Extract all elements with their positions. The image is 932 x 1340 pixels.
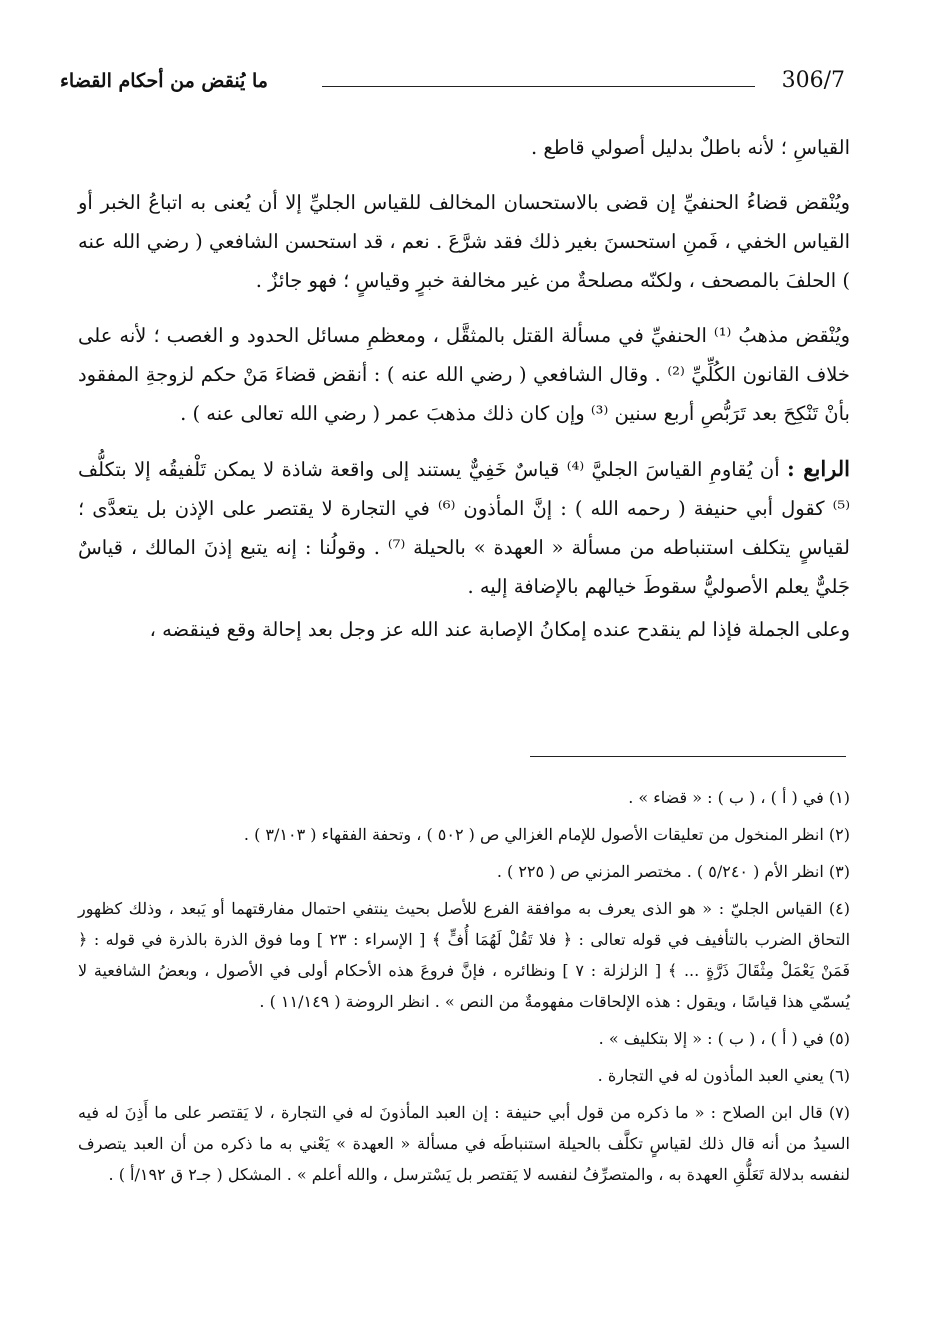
paragraph-4 xyxy=(78,449,850,606)
running-title: ما يُنقض من أحكام القضاء xyxy=(60,70,268,92)
paragraph-2: ويُنْقض قضاءُ الحنفيِّ إن قضى بالاستحسان المخالف للقياس الجليِّ إلا أن يُعنى به اتباعُ الخبر أو القياس الخفي ، فَمنِ استحسنَ بغير ذلك فقد شرَّعَ . نعم ، قد استحسن الشافعي ( رضي الله عنه ) الحلفَ بالمصحف ، ولكنّه مصلحةٌ من غير مخالفة خبرٍ وقياسٍ ؛ فهو جائزٌ . xyxy=(78,191,851,292)
footnote-2: (٢) انظر المنخول من تعليقات الأصول للإمام الغزالي ص ( ٥٠٢ ) ، وتحفة الفقهاء ( ٣/١٠٣ ) . xyxy=(243,825,850,844)
footnote-5: (٥) في ( أ ) ، ( ب ) : « إلا بتكليف » . xyxy=(598,1029,850,1048)
footnote-1: (١) في ( أ ) ، ( ب ) : « قضاء » . xyxy=(628,788,850,807)
header-rule xyxy=(322,86,755,87)
footnote-4: (٤) القياس الجليّ : « هو الذى يعرف به موافقة الفرع للأصل بحيث ينتفي احتمال مفارقتهما أو يَبعد ، وذلك كظهور التحاق الضرب بالتأفيف في قوله تعالى : ﴿ فلا تَقُلْ لَهُمَا أُفٍّ ﴾ [ الإسراء : ٢٣ ] وما فوق الذرة بالذرة في قوله : ﴿ فَمَنْ يَعْمَلْ مِثْقَالَ ذَرَّةٍ ... ﴾ [ الزلزلة : ٧ ] ونظائره ، فإنَّ فروعَ هذه الأحكام أولى في الأصول ، وبعضُ الشافعية لا يُسمّي هذا قياسًا ، ويقول : هذه الإلحاقات مفهومةٌ من النص » . انظر الروضة ( ١١/١٤٩ ) . xyxy=(78,899,851,1011)
paragraph-4-text: أن يُقاومِ القياسَ الجليَّ ⁽⁴⁾ قياسٌ خَفِيٌّ يستند إلى واقعة شاذة لا يمكن تَلْفيقُه إلا بتكلُّف ⁽⁵⁾ كقول أبي حنيفة ( رحمه الله ) : إنَّ المأذون ⁽⁶⁾ في التجارة لا يقتصر على الإذن بل يتعدَّى ؛ لقياسٍ يتكلف استنباطه من مسألة « العهدة » بالحيلة ⁽⁷⁾ . وقولُنا : إنه يتبع إذنَ المالك ، قياسٌ جَليٌّ يعلم الأصوليُّ سقوطَ خيالهم بالإضافة إليه . xyxy=(78,458,850,598)
footnote-7: (٧) قال ابن الصلاح : « ما ذكره من قول أبي حنيفة : إن العبد المأذونَ له في التجارة ، لا يَقتصر على ما أَذِنَ له فيه السيدُ من أنه قال ذلك لقياسٍ تكلَّف بالحيلة استنباطَه في مسألة « العهدة » يَعْني به ما ذكره من أن العبد يتصرف لنفسه بدلالة تَعَلُّقِ العهدة به ، والمتصرِّفُ لنفسه لا يَقتصر بل يَسْترسل ، والله أعلم » . المشكل ( جـ٢ ق ١٩٢/أ ) . xyxy=(78,1103,850,1184)
paragraph-4-lead: الرابع : xyxy=(787,456,850,481)
paragraph-5: وعلى الجملة فإذا لم ينقدح عنده إمكانُ الإصابة عند الله عز وجل بعد إحالة وقع فينقضه ، xyxy=(149,618,850,641)
main-text xyxy=(78,128,850,665)
paragraph-3: ويُنْقض مذهبُ ⁽¹⁾ الحنفيِّ في مسألة القتل بالمثقَّل ، ومعظمِ مسائل الحدود و الغصب ؛ لأنه على خلاف القانون الكُلِّيِّ ⁽²⁾ . وقال الشافعي ( رضي الله عنه ) : أنقض قضاءَ مَنْ حكم لزوجةِ المفقود بأنْ تَنْكِحَ بعد تَرَبُّصِ أربع سنين ⁽³⁾ وإن كان ذلك مذهبَ عمر ( رضي الله تعالى عنه ) . xyxy=(78,324,851,425)
footnotes xyxy=(78,782,850,1196)
page-header xyxy=(60,66,845,106)
page-number: 306/7 xyxy=(781,68,845,93)
paragraph-1: القياسِ ؛ لأنه باطلٌ بدليل أصولي قاطع . xyxy=(531,136,850,159)
footnote-6: (٦) يعني العبد المأذون له في التجارة . xyxy=(597,1066,850,1085)
footnote-3: (٣) انظر الأم ( ٥/٢٤٠ ) . مختصر المزني ص ( ٢٢٥ ) . xyxy=(496,862,850,881)
footnote-separator xyxy=(530,756,846,757)
